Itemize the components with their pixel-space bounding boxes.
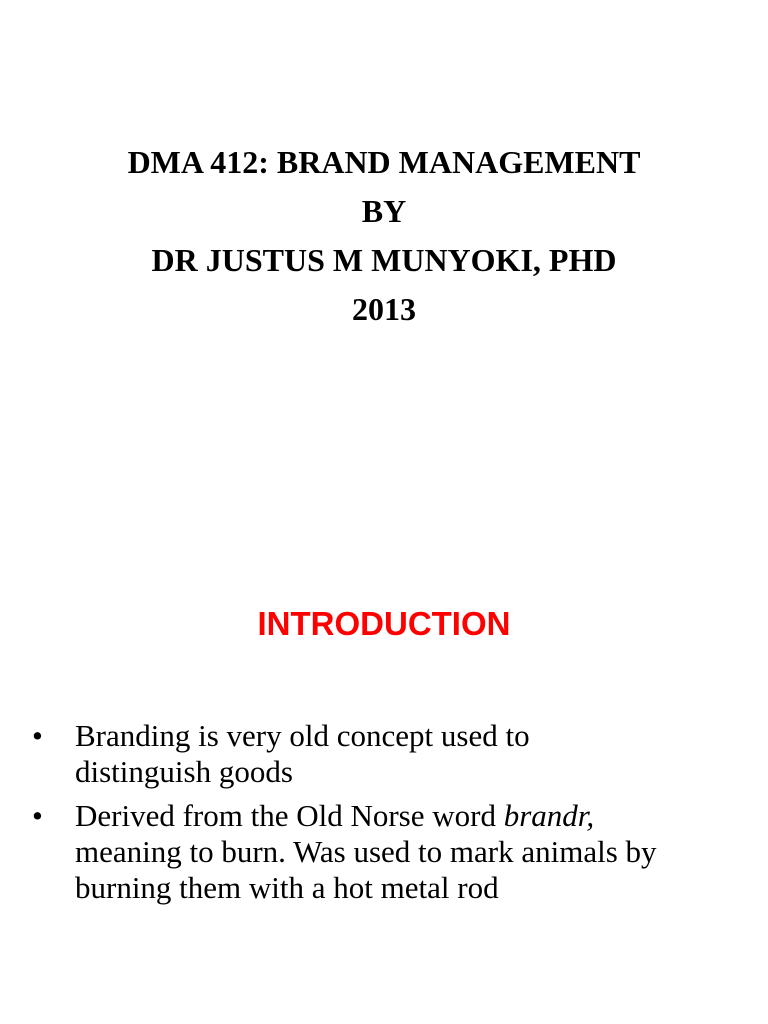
introduction-slide xyxy=(0,512,768,1024)
bullet-prefix: Derived from the Old Norse word xyxy=(75,798,504,833)
slide-heading: INTRODUCTION xyxy=(257,605,511,642)
bullet-item-branding xyxy=(30,718,750,790)
bullet-list xyxy=(30,718,750,914)
bullet-line xyxy=(75,798,594,833)
bullet-icon: • xyxy=(32,798,43,833)
year: 2013 xyxy=(352,291,416,327)
bullet-line: Branding is very old concept used to xyxy=(75,718,530,753)
bullet-icon: • xyxy=(32,718,43,753)
bullet-text xyxy=(75,718,530,789)
by-line: BY xyxy=(361,193,407,229)
title-block xyxy=(0,138,768,334)
emphasized-word: brandr, xyxy=(503,798,595,833)
author-name: DR JUSTUS M MUNYOKI, PHD xyxy=(151,242,617,278)
bullet-item-etymology xyxy=(30,798,750,906)
bullet-line: meaning to burn. Was used to mark animals by xyxy=(75,834,657,869)
bullet-line: distinguish goods xyxy=(75,754,293,789)
course-title: DMA 412: BRAND MANAGEMENT xyxy=(127,144,641,180)
bullet-line: burning them with a hot metal rod xyxy=(75,870,499,905)
bullet-text xyxy=(75,798,657,905)
